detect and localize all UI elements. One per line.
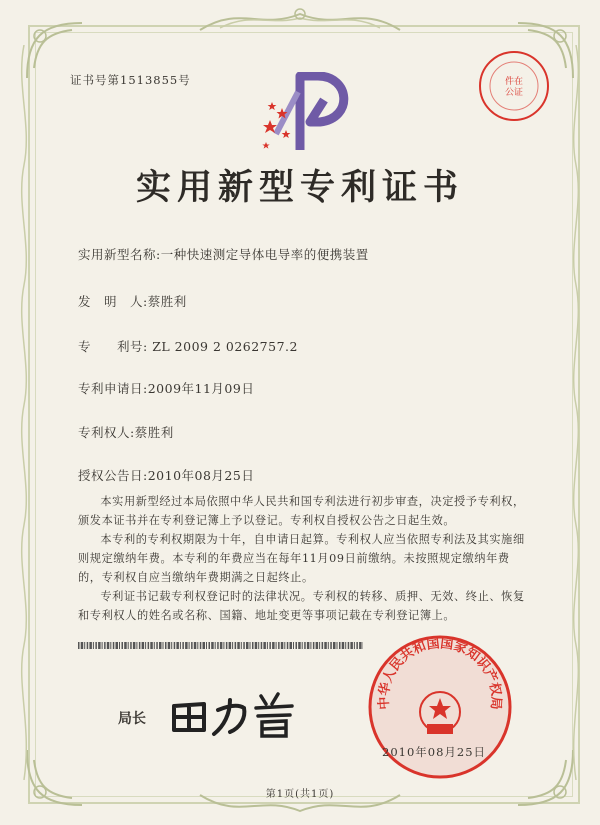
field-patentee bbox=[78, 423, 174, 441]
field-label: 实用新型名称: bbox=[78, 247, 161, 262]
certificate-title: 实用新型专利证书 bbox=[135, 167, 464, 208]
seal-date: 2010年08月25日 bbox=[382, 745, 487, 759]
field-value: 号: ZL 2009 2 0262757.2 bbox=[130, 339, 298, 354]
body-text bbox=[78, 492, 533, 625]
field-value: 2010年08月25日 bbox=[147, 468, 255, 483]
svg-text:公证: 公证 bbox=[504, 88, 524, 98]
field-value: 2009年11月09日 bbox=[147, 381, 255, 396]
left-side-ornament bbox=[14, 45, 34, 780]
field-patent-number bbox=[78, 337, 298, 355]
field-value: 蔡胜利 bbox=[147, 294, 187, 309]
field-label: 专利权人: bbox=[78, 425, 135, 440]
svg-text:件在: 件在 bbox=[504, 77, 524, 87]
field-label: 专 利 bbox=[78, 339, 131, 354]
barcode-strip bbox=[78, 641, 363, 650]
paragraph-2: 本专利的专利权期限为十年，自申请日起算。专利权人应当依照专利法及其实施细则规定缴纳年费。本专利的年费应当在每年11月09日前缴纳。未按照规定缴纳年费的，专利权自应当缴纳年费期满之日起终止。 bbox=[78, 533, 525, 584]
field-label: 授权公告日: bbox=[78, 468, 148, 483]
field-label: 发 明 人: bbox=[78, 294, 148, 309]
page-footer: 第1页(共1页) bbox=[265, 789, 335, 800]
field-inventor bbox=[78, 292, 187, 310]
director-signature bbox=[166, 686, 301, 741]
paragraph-1: 本实用新型经过本局依照中华人民共和国专利法进行初步审查，决定授予专利权，颁发本证书并在专利登记簿上予以登记。专利权自授权公告之日起生效。 bbox=[78, 495, 525, 527]
field-label: 专利申请日: bbox=[78, 381, 148, 396]
director-label: 局长 bbox=[118, 711, 146, 727]
certificate-number: 证书号第1513855号 bbox=[70, 73, 191, 87]
paragraph-3: 专利证书记载专利权登记时的法律状况。专利权的转移、质押、无效、终止、恢复和专利权人的姓名或名称、国籍、地址变更等事项记载在专利登记簿上。 bbox=[78, 590, 525, 622]
field-grant-date bbox=[78, 466, 254, 484]
field-utility-model-name bbox=[78, 245, 369, 263]
field-application-date bbox=[78, 379, 254, 397]
svg-text:中华人民共和国国家知识产权局: 中华人民共和国国家知识产权局 bbox=[376, 636, 504, 711]
right-side-ornament bbox=[566, 45, 586, 780]
field-value: 一种快速测定导体电导率的便携装置 bbox=[160, 247, 369, 262]
field-value: 蔡胜利 bbox=[134, 425, 174, 440]
notary-stamp bbox=[476, 48, 552, 124]
patent-office-logo bbox=[262, 72, 362, 154]
